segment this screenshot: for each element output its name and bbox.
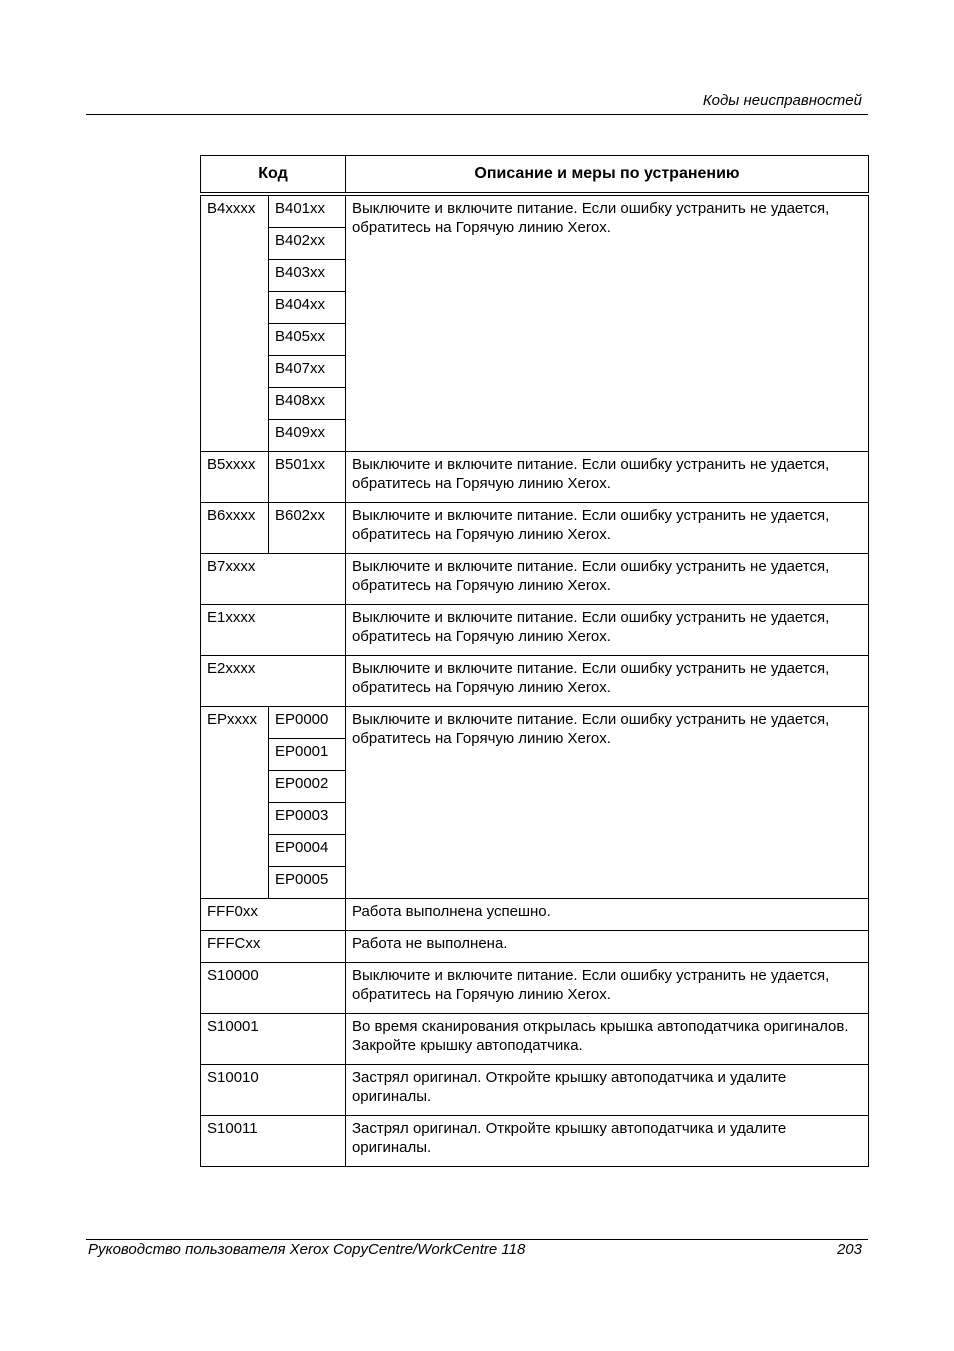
sub-code: B408xx xyxy=(268,388,345,420)
sub-code: EP0005 xyxy=(268,867,345,899)
table-row xyxy=(201,452,869,503)
description-cell: Выключите и включите питание. Если ошибку устранить не удается, обратитесь на Горячую линию Xerox. xyxy=(345,656,868,707)
table-row xyxy=(201,554,869,605)
description-cell: Выключите и включите питание. Если ошибку устранить не удается, обратитесь на Горячую линию Xerox. xyxy=(345,605,868,656)
table-row xyxy=(201,963,869,1014)
table-row xyxy=(201,899,869,931)
sub-code: B405xx xyxy=(268,324,345,356)
description-cell: Застрял оригинал. Откройте крышку автоподатчика и удалите оригиналы. xyxy=(345,1116,868,1167)
description-cell: Выключите и включите питание. Если ошибку устранить не удается, обратитесь на Горячую линию Xerox. xyxy=(345,452,868,503)
manual-title: Руководство пользователя Xerox CopyCentre/WorkCentre 118 xyxy=(88,1241,526,1258)
sub-code: B402xx xyxy=(268,228,345,260)
sub-code: B404xx xyxy=(268,292,345,324)
sub-code: B602xx xyxy=(268,503,345,554)
description-cell: Выключите и включите питание. Если ошибку устранить не удается, обратитесь на Горячую линию Xerox. xyxy=(345,707,868,899)
code-cell: S10001 xyxy=(201,1014,346,1065)
group-code: B6xxxx xyxy=(201,503,269,554)
page-number: 203 xyxy=(836,1241,862,1258)
description-cell: Выключите и включите питание. Если ошибку устранить не удается, обратитесь на Горячую линию Xerox. xyxy=(345,503,868,554)
sub-code: EP0000 xyxy=(268,707,345,739)
sub-code: B501xx xyxy=(268,452,345,503)
table-row xyxy=(201,1116,869,1167)
sub-code: EP0002 xyxy=(268,771,345,803)
table-row xyxy=(201,707,869,739)
sub-code: B403xx xyxy=(268,260,345,292)
description-cell: Выключите и включите питание. Если ошибку устранить не удается, обратитесь на Горячую линию Xerox. xyxy=(345,963,868,1014)
code-cell: S10000 xyxy=(201,963,346,1014)
group-code: E2xxxx xyxy=(201,656,346,707)
code-cell: FFF0xx xyxy=(201,899,346,931)
code-cell: FFFCxx xyxy=(201,931,346,963)
sub-code: EP0001 xyxy=(268,739,345,771)
description-cell: Выключите и включите питание. Если ошибку устранить не удается, обратитесь на Горячую линию Xerox. xyxy=(345,194,868,452)
error-codes-table xyxy=(200,155,869,1167)
footer-divider xyxy=(86,1239,868,1240)
sub-code: EP0003 xyxy=(268,803,345,835)
header-divider xyxy=(86,114,868,115)
section-title: Коды неисправностей xyxy=(702,92,862,109)
table-row xyxy=(201,656,869,707)
table-row xyxy=(201,931,869,963)
code-cell: S10011 xyxy=(201,1116,346,1167)
description-cell: Застрял оригинал. Откройте крышку автоподатчика и удалите оригиналы. xyxy=(345,1065,868,1116)
description-cell: Работа не выполнена. xyxy=(345,931,868,963)
group-code: B5xxxx xyxy=(201,452,269,503)
group-code: B7xxxx xyxy=(201,554,346,605)
sub-code: B409xx xyxy=(268,420,345,452)
group-code: E1xxxx xyxy=(201,605,346,656)
sub-code: B401xx xyxy=(268,194,345,228)
description-cell: Выключите и включите питание. Если ошибку устранить не удается, обратитесь на Горячую линию Xerox. xyxy=(345,554,868,605)
table-row xyxy=(201,605,869,656)
table-header-row xyxy=(201,156,869,195)
group-code: B4xxxx xyxy=(201,194,269,452)
description-cell: Во время сканирования открылась крышка автоподатчика оригиналов. Закройте крышку автоподатчика. xyxy=(345,1014,868,1065)
group-code: EPxxxx xyxy=(201,707,269,899)
code-cell: S10010 xyxy=(201,1065,346,1116)
column-header-code: Код xyxy=(201,156,346,195)
table-row xyxy=(201,503,869,554)
sub-code: EP0004 xyxy=(268,835,345,867)
table-row xyxy=(201,1014,869,1065)
table-row xyxy=(201,194,869,228)
sub-code: B407xx xyxy=(268,356,345,388)
column-header-description: Описание и меры по устранению xyxy=(345,156,868,195)
table-row xyxy=(201,1065,869,1116)
description-cell: Работа выполнена успешно. xyxy=(345,899,868,931)
